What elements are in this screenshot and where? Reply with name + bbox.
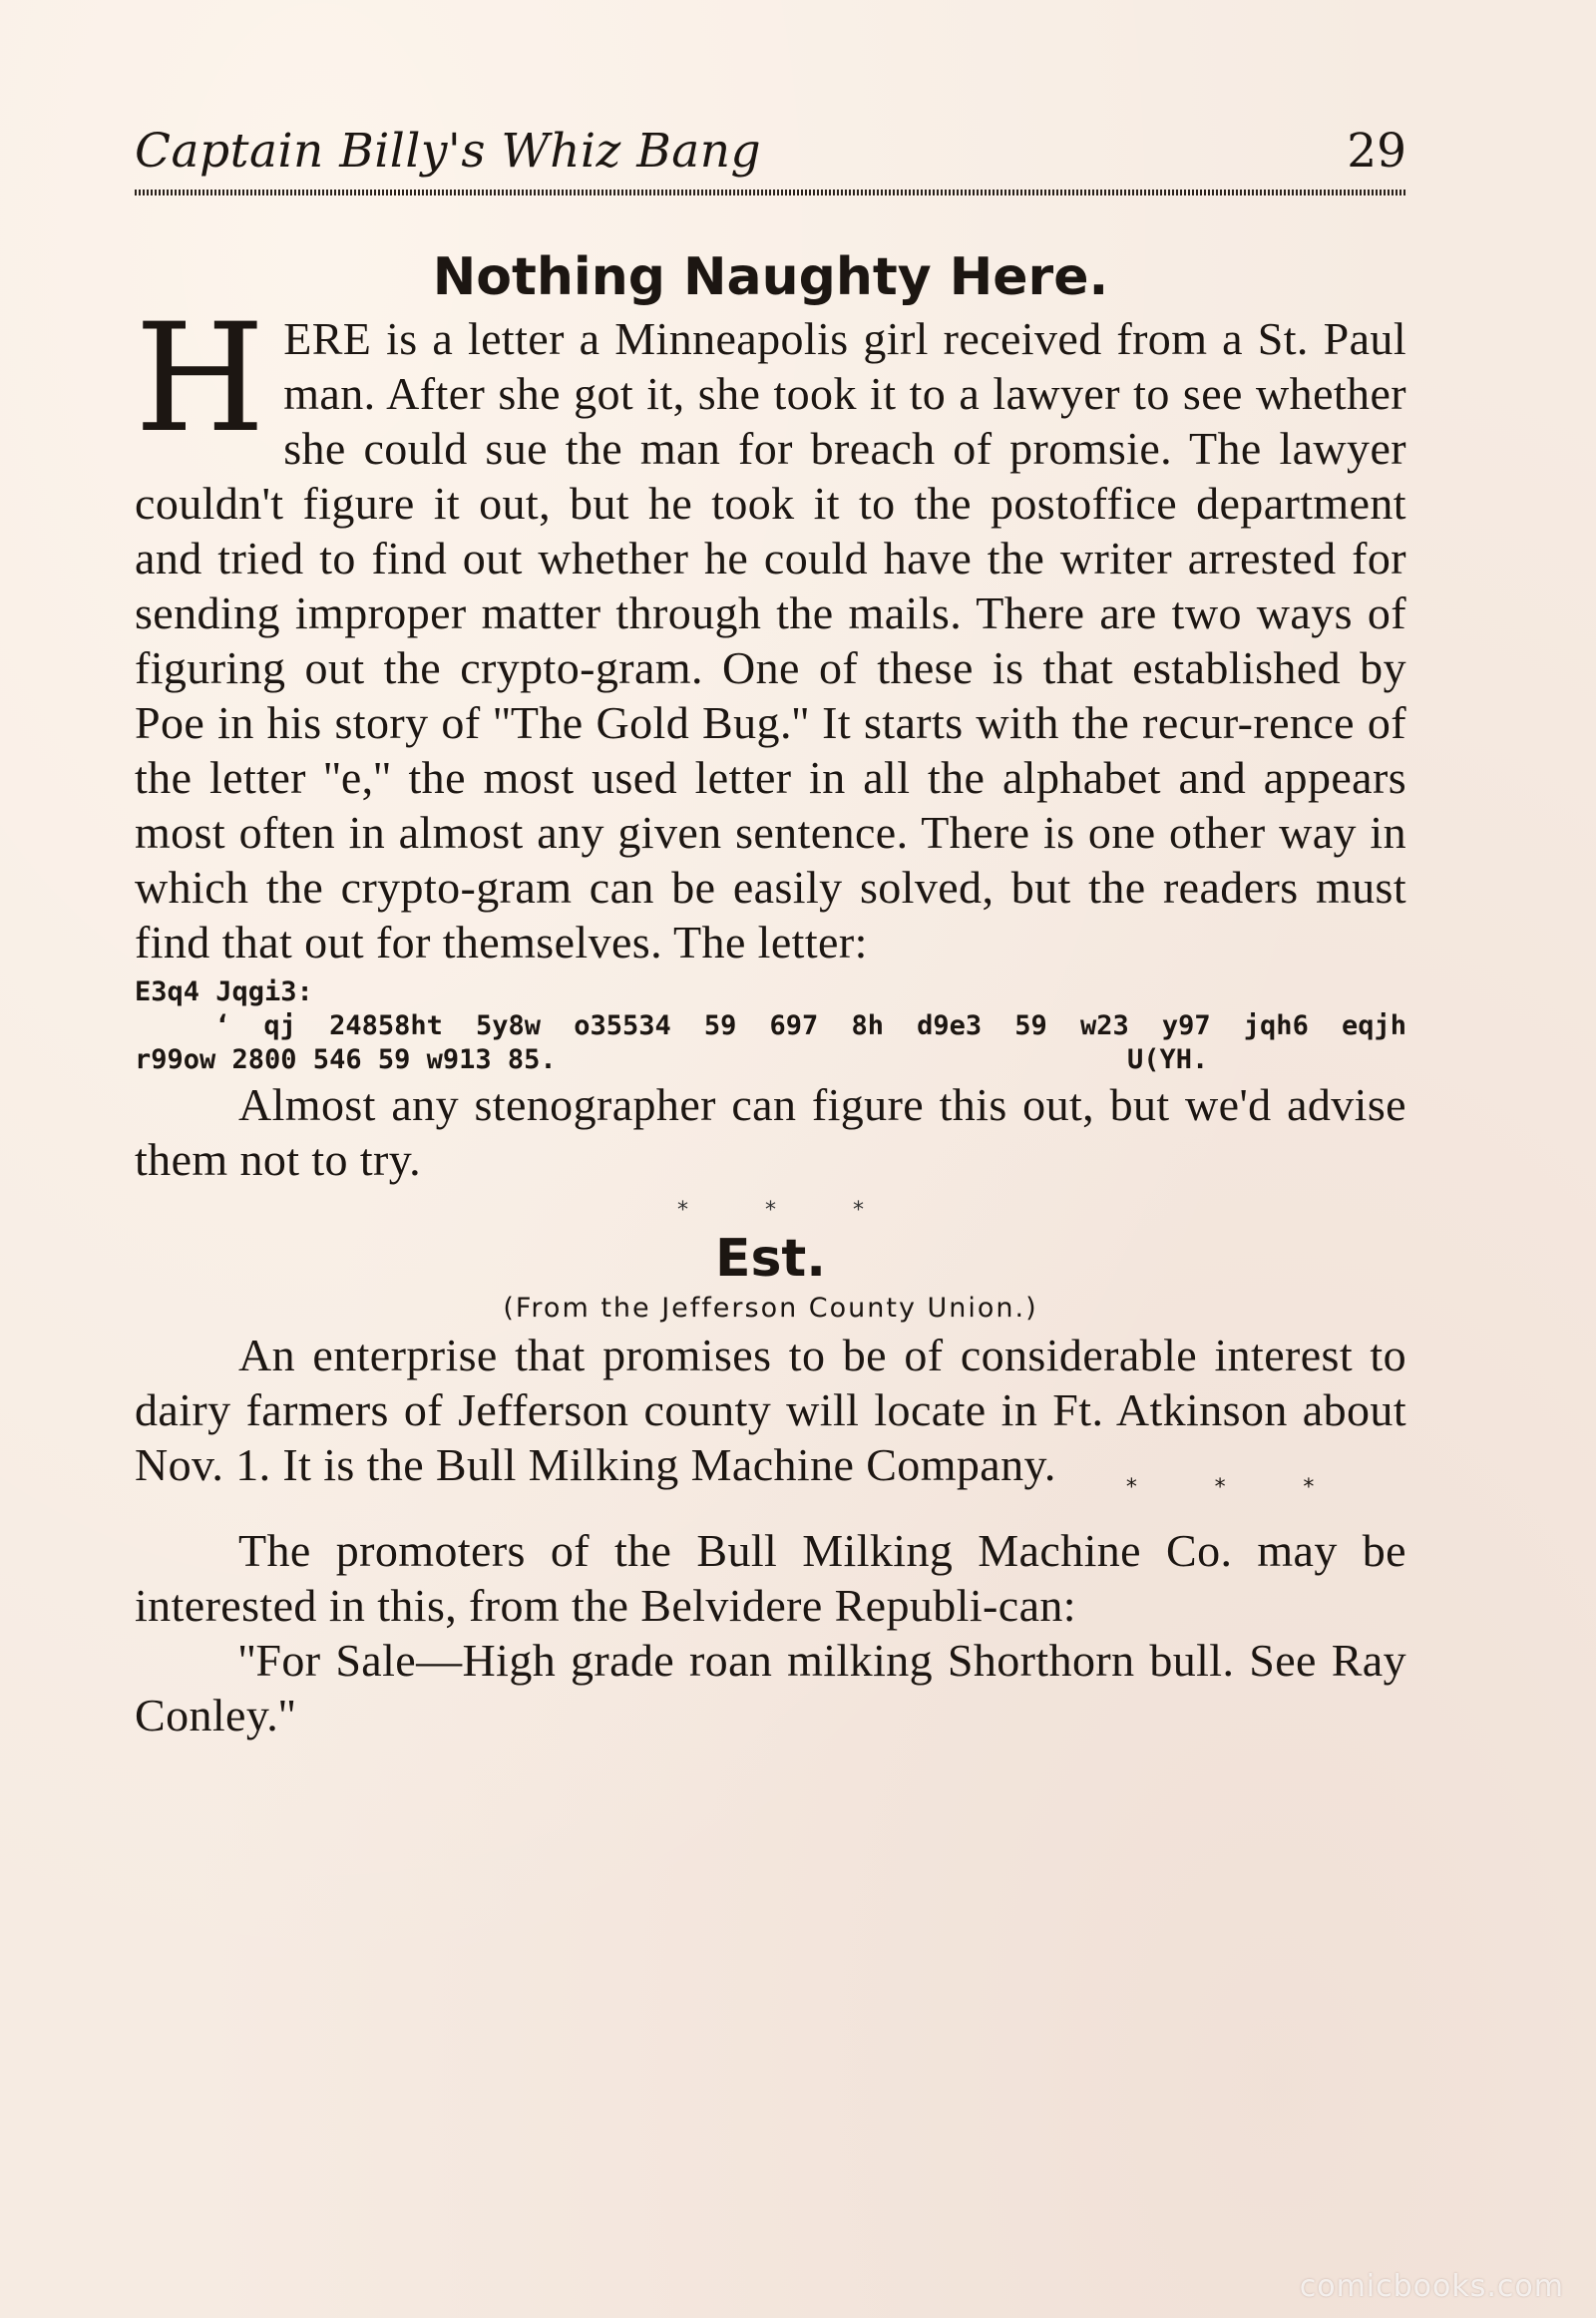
drop-cap: H (135, 292, 266, 466)
cryptogram-signature: U(YH. (1127, 1044, 1209, 1075)
paragraph-text: An enterprise that promises to be of considerable interest to dairy farmers of Jefferson county will locate in Ft. Atkinson about Nov. 1. It is the Bull Milking Machine Company. (135, 1330, 1406, 1490)
article-paragraph: The promoters of the Bull Milking Machine Co. may be interested in this, from the Belvidere Republi-can: (135, 1525, 1406, 1631)
section-separator: * * * (677, 1198, 864, 1223)
cryptogram-line: r99ow 2800 546 59 w913 85. (135, 1044, 557, 1075)
magazine-title: Captain Billy's Whiz Bang (135, 124, 762, 179)
intro-text: ERE is a letter a Minneapolis girl received from a St. Paul man. After she got it, she took it to a lawyer to see whether she could sue the man for breach of promsie. The lawyer couldn't figure it out, but he took it to the postoffice department and tried to find out whether he could have the writer arrested for sending improper matter through the mails. There are two ways of figuring out the crypto-gram. One of these is that established by Poe in his story of ''The Gold Bug.'' It starts with the recur-rence of the letter ''e,'' the most used letter in all the alphabet and appears most often in almost any given sentence. There is one other way in which the crypto-gram can be easily solved, but the readers must find that out for themselves. The letter: (135, 313, 1406, 967)
cryptogram-salutation: E3q4 Jqgi3: (135, 976, 313, 1007)
article-title: Est. (714, 1229, 827, 1289)
quoted-advertisement: ''For Sale—High grade roan milking Shorthorn bull. See Ray Conley.'' (135, 1635, 1406, 1740)
cryptogram-line: ‘ qj 24858ht 5y8w o35534 59 697 8h d9e3 59 w23 y97 jqh6 eqjh (214, 1010, 1406, 1041)
article-title: Nothing Naughty Here. (432, 247, 1109, 307)
cryptogram-last-line (135, 1043, 1406, 1077)
article-closing-paragraph: Almost any stenographer can figure this out, but we'd advise them not to try. (135, 1079, 1406, 1185)
header-rule (135, 190, 1406, 195)
inline-separator: * * * (1125, 1475, 1315, 1500)
article-intro-paragraph (135, 292, 1406, 969)
page-number: 29 (1347, 124, 1406, 179)
article-source: (From the Jefferson County Union.) (503, 1293, 1038, 1324)
article-paragraph (135, 1328, 1406, 1515)
running-header (135, 120, 1406, 192)
cryptogram (135, 975, 1406, 1077)
watermark: comicbooks.com (1299, 2269, 1564, 2304)
page (135, 120, 1406, 1742)
